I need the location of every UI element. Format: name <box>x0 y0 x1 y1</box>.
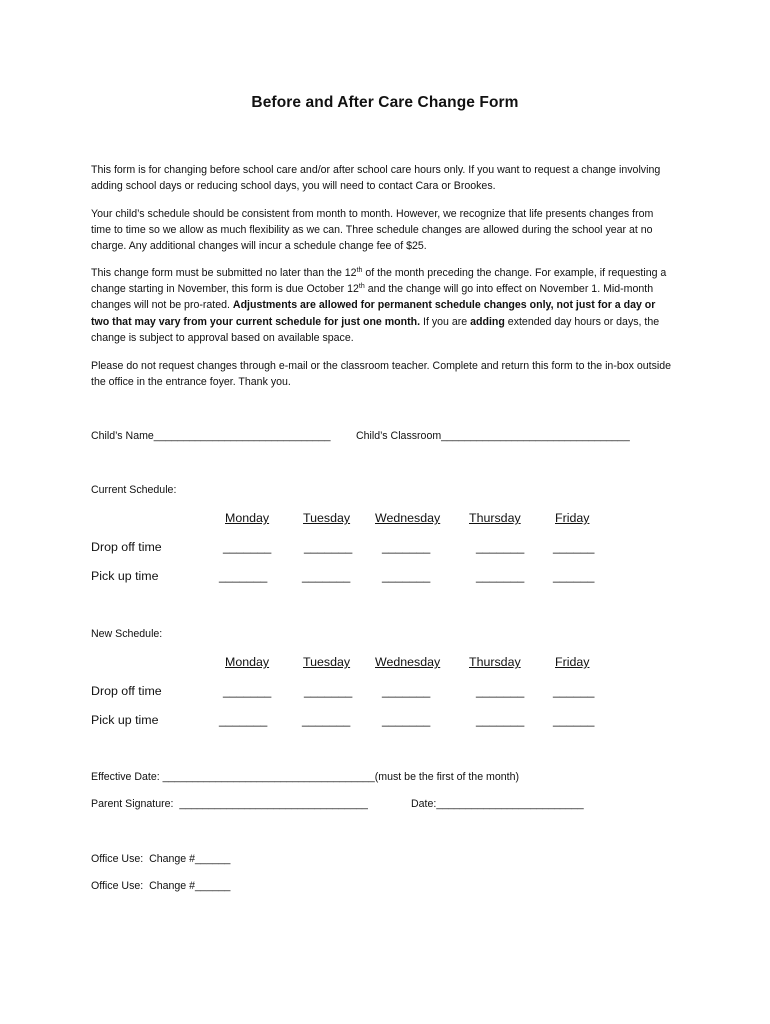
new-day-friday: Friday <box>555 655 590 669</box>
current-drop-wednesday-field[interactable]: _______ <box>382 540 431 554</box>
current-day-thursday: Thursday <box>469 511 521 525</box>
current-day-friday: Friday <box>555 511 590 525</box>
current-drop-friday-field[interactable]: ______ <box>553 540 595 554</box>
new-pick-wednesday-field[interactable]: _______ <box>382 713 431 727</box>
child-name-field[interactable]: Child’s Name______________________________ <box>91 430 331 442</box>
current-drop-thursday-field[interactable]: _______ <box>476 540 525 554</box>
new-day-tuesday: Tuesday <box>303 655 351 669</box>
deadline-text-2: of the month preceding the change. For example, if requesting a change starting in November, this form is due October 12 <box>91 267 667 296</box>
new-pick-tuesday-field[interactable]: _______ <box>302 713 351 727</box>
deadline-text-5: extended day hours or days, the change is subject to approval based on available space. <box>91 315 660 344</box>
current-day-wednesday: Wednesday <box>375 511 441 525</box>
current-day-tuesday: Tuesday <box>303 511 351 525</box>
deadline-text-3: and the change will go into effect on November 1. Mid-month changes will not be pro-rated. <box>91 283 654 312</box>
current-drop-monday-field[interactable]: _______ <box>223 540 272 554</box>
new-schedule-label: New Schedule: <box>91 628 163 640</box>
current-pick-tuesday-field[interactable]: _______ <box>302 569 351 583</box>
submission-paragraph: Please do not request changes through e-mail or the classroom teacher. Complete and return this form to the in-box outside the office in the entrance foyer. Thank you. <box>91 360 672 389</box>
new-drop-friday-field[interactable]: ______ <box>553 684 595 698</box>
new-pick-thursday-field[interactable]: _______ <box>476 713 525 727</box>
schedule-policy-paragraph: Your child’s schedule should be consistent from month to month. However, we recognize that life presents changes from time to time so we allow as much flexibility as we can. Three schedule changes are allowed during the school year at no charge. Any additional changes will incur a schedule change fee of $25. <box>91 208 654 253</box>
new-day-monday: Monday <box>225 655 270 669</box>
current-pick-thursday-field[interactable]: _______ <box>476 569 525 583</box>
current-day-monday: Monday <box>225 511 270 525</box>
deadline-paragraph <box>91 265 676 346</box>
current-schedule-label: Current Schedule: <box>91 484 177 496</box>
superscript-th-2: th <box>358 283 365 291</box>
office-use-change-2: Office Use: Change #______ <box>91 880 231 892</box>
new-drop-monday-field[interactable]: _______ <box>223 684 272 698</box>
adding-keyword: adding <box>470 315 505 328</box>
new-pick-friday-field[interactable]: ______ <box>553 713 595 727</box>
new-drop-thursday-field[interactable]: _______ <box>476 684 525 698</box>
deadline-text-4: If you are <box>420 315 471 328</box>
new-drop-tuesday-field[interactable]: _______ <box>304 684 353 698</box>
new-drop-off-label: Drop off time <box>91 684 162 698</box>
new-day-thursday: Thursday <box>469 655 521 669</box>
current-pick-friday-field[interactable]: ______ <box>553 569 595 583</box>
form-title: Before and After Care Change Form <box>251 94 519 111</box>
current-pick-up-label: Pick up time <box>91 569 159 583</box>
new-drop-wednesday-field[interactable]: _______ <box>382 684 431 698</box>
new-day-wednesday: Wednesday <box>375 655 441 669</box>
permanent-changes-note: Adjustments are allowed for permanent schedule changes only, not just for a day or two that may vary from your current schedule for just one month. <box>91 299 656 328</box>
new-pick-up-label: Pick up time <box>91 713 159 727</box>
superscript-th-1: th <box>356 267 363 274</box>
new-pick-monday-field[interactable]: _______ <box>219 713 268 727</box>
parent-signature-field[interactable]: Parent Signature: ________________________________ <box>91 798 368 810</box>
signature-date-field[interactable]: Date:_________________________ <box>411 798 584 810</box>
current-pick-monday-field[interactable]: _______ <box>219 569 268 583</box>
effective-date-field[interactable]: Effective Date: ____________________________________(must be the first of the month) <box>91 771 519 783</box>
deadline-text-1: This change form must be submitted no later than the 12 <box>91 267 357 279</box>
intro-paragraph: This form is for changing before school care and/or after school care hours only. If you want to request a change involving adding school days or reducing school days, you will need to contact Cara or Brookes. <box>91 164 661 193</box>
child-classroom-field[interactable]: Child’s Classroom________________________________ <box>356 430 630 442</box>
current-drop-off-label: Drop off time <box>91 540 162 554</box>
current-drop-tuesday-field[interactable]: _______ <box>304 540 353 554</box>
office-use-change-1: Office Use: Change #______ <box>91 853 231 865</box>
current-pick-wednesday-field[interactable]: _______ <box>382 569 431 583</box>
